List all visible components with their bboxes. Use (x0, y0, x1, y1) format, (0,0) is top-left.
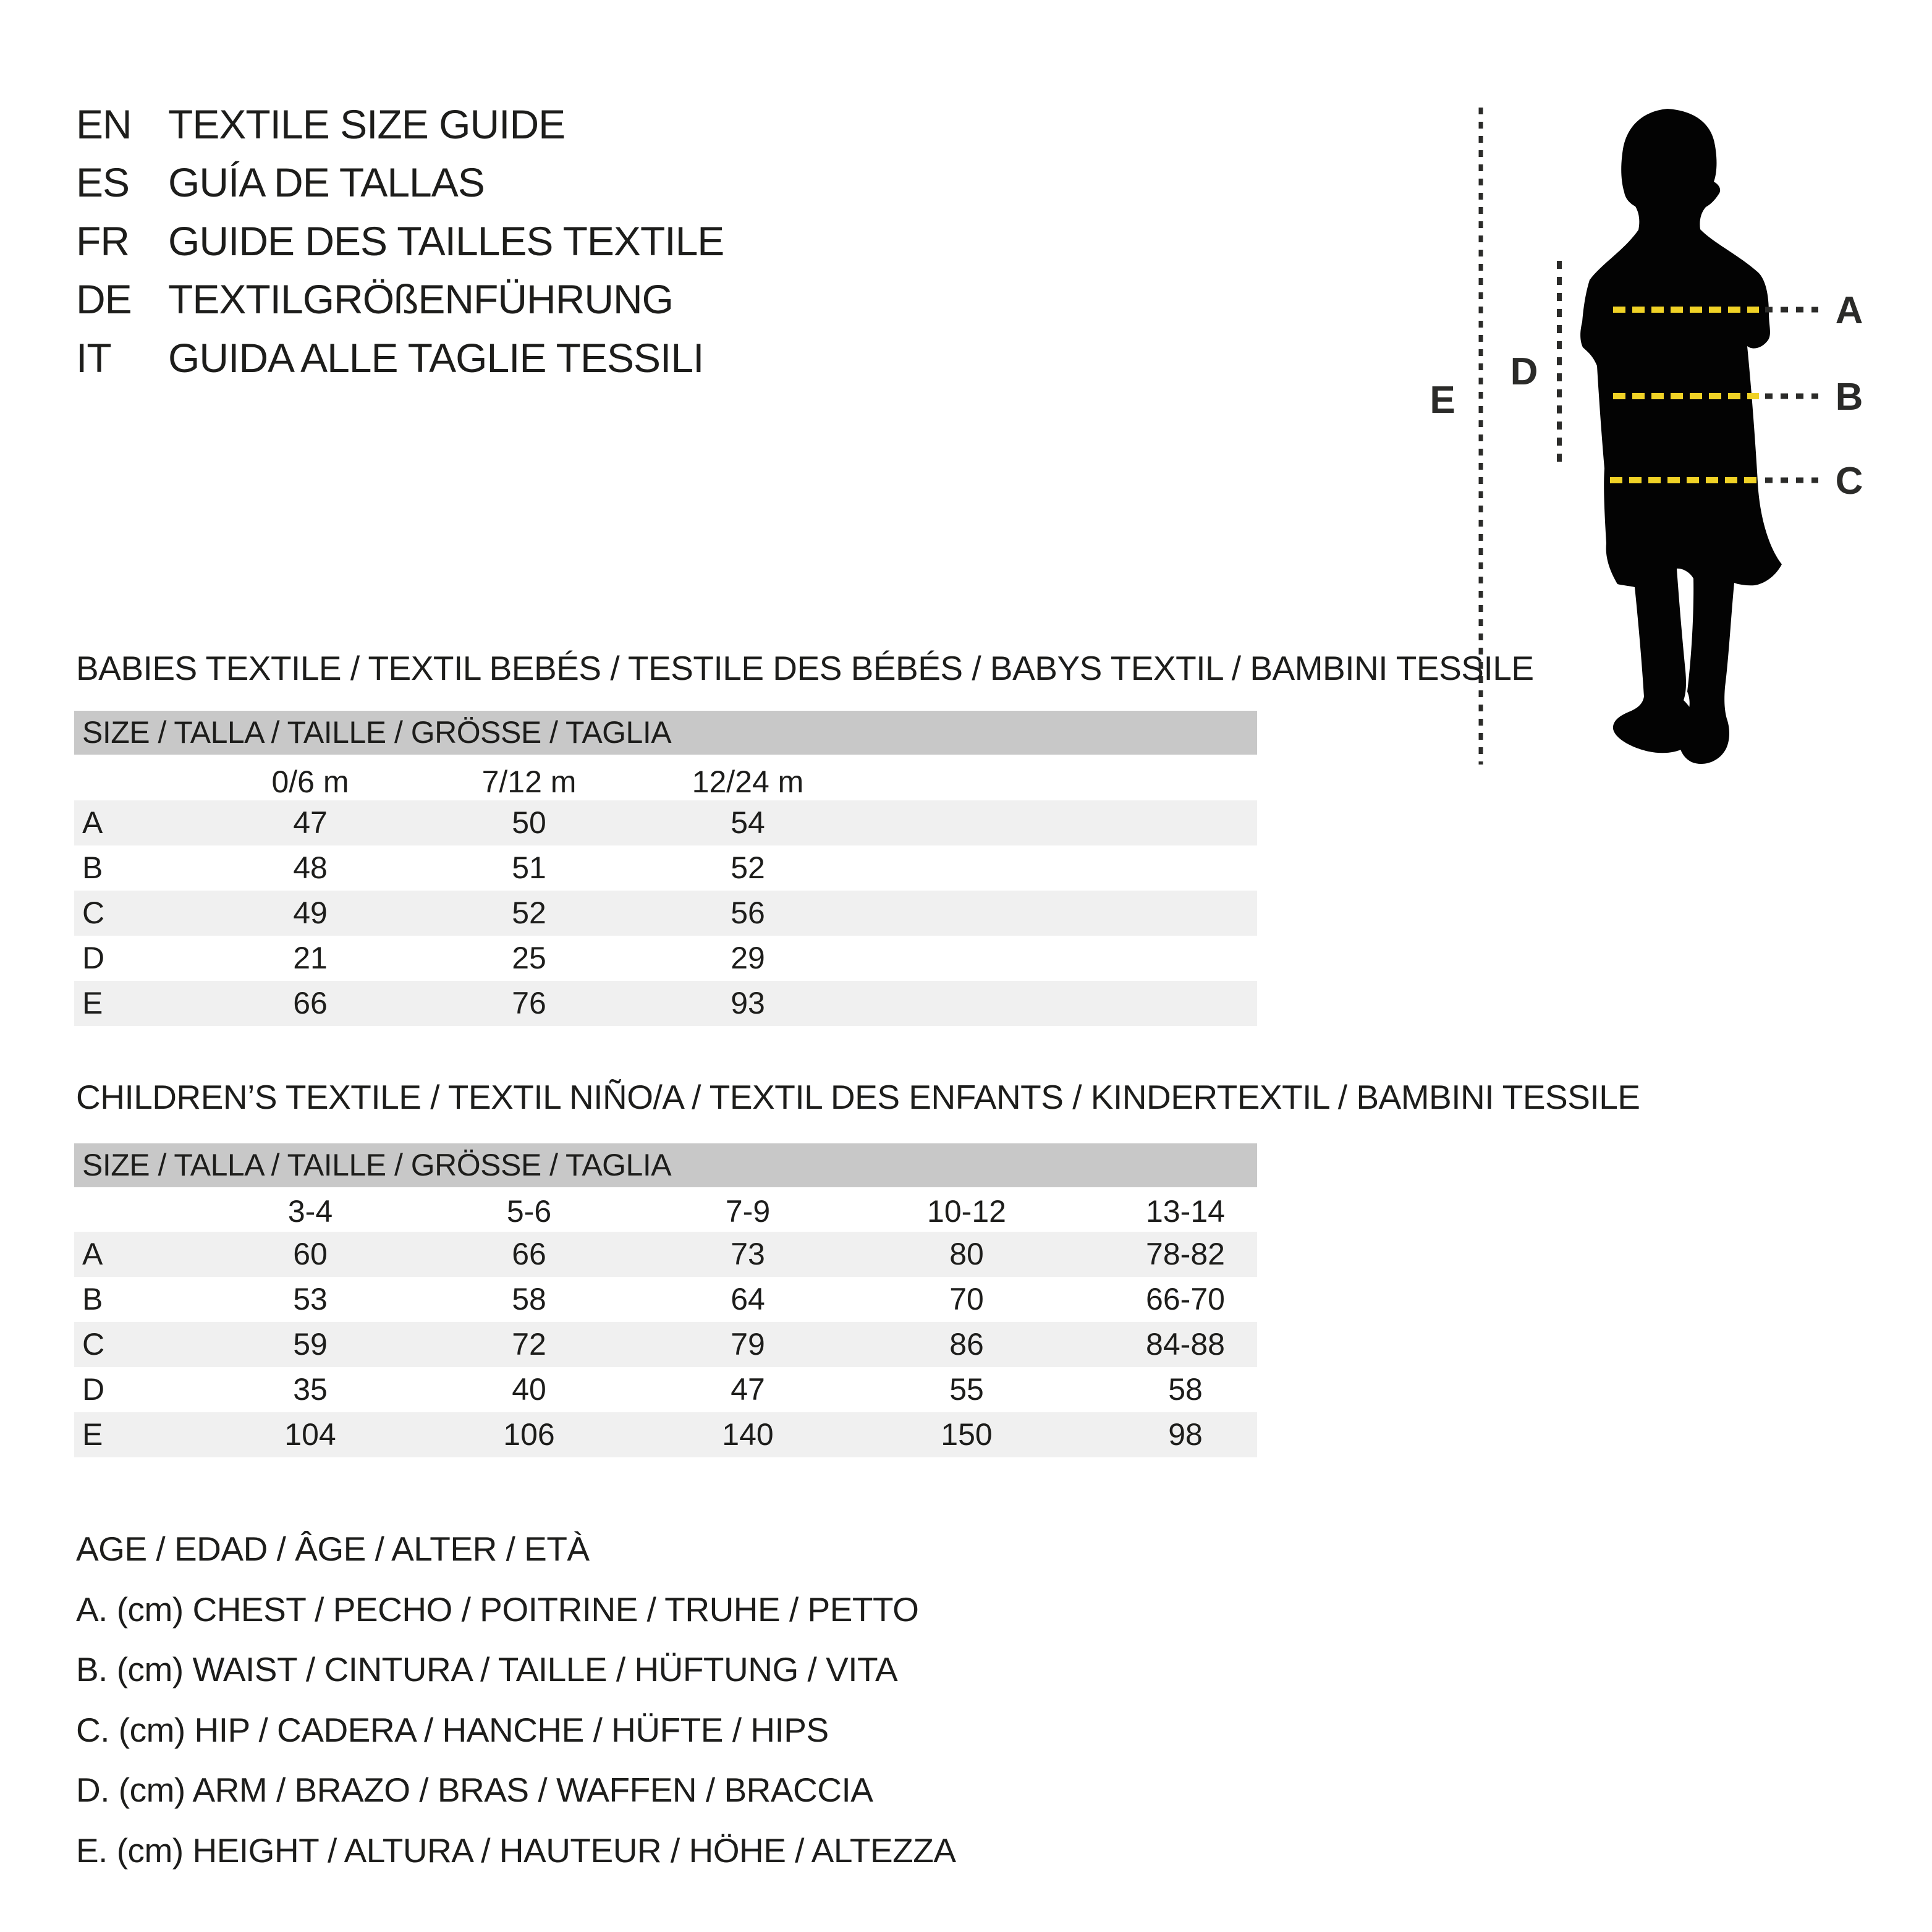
table-cell: 140 (722, 1417, 774, 1452)
table-row (74, 936, 1257, 981)
row-label: A (82, 1237, 103, 1271)
table-row (74, 1412, 1257, 1457)
table-row (74, 1277, 1257, 1322)
table-cell: 54 (731, 805, 765, 840)
table-cell: 93 (731, 986, 765, 1020)
table-cell: 50 (512, 805, 546, 840)
table-cell: 66-70 (1146, 1282, 1225, 1316)
size-header-label: SIZE / TALLA / TAILLE / GRÖSSE / TAGLIA (82, 1148, 672, 1182)
child-silhouette (1580, 109, 1782, 764)
table-cell: 70 (949, 1282, 984, 1316)
babies-column-header-row (74, 760, 1257, 805)
babies-section-title: BABIES TEXTILE / TEXTIL BEBÉS / TESTILE DES BÉBÉS / BABYS TEXTIL / BAMBINI TESSILE (76, 649, 1534, 687)
lang-code: IT (76, 335, 111, 381)
table-cell: 51 (512, 850, 546, 885)
header-line-es (76, 153, 485, 211)
table-cell: 84-88 (1146, 1327, 1225, 1362)
row-label: C (82, 1327, 105, 1362)
table-cell: 76 (512, 986, 546, 1020)
table-cell: 29 (731, 941, 765, 975)
column-header: 12/24 m (692, 765, 804, 799)
table-cell: 55 (949, 1372, 984, 1407)
table-cell: 66 (293, 986, 328, 1020)
table-row (74, 1232, 1257, 1277)
table-row (74, 981, 1257, 1026)
table-cell: 73 (731, 1237, 765, 1271)
column-header: 0/6 m (271, 765, 349, 799)
figure-label-hip: C (1835, 460, 1863, 502)
header-line-it (76, 329, 703, 387)
table-cell: 58 (1168, 1372, 1203, 1407)
table-cell: 150 (941, 1417, 993, 1452)
children-size-header-bar (74, 1143, 1257, 1187)
table-cell: 64 (731, 1282, 765, 1316)
table-cell: 49 (293, 896, 328, 930)
table-cell: 21 (293, 941, 328, 975)
column-header: 10-12 (927, 1194, 1006, 1229)
table-cell: 66 (512, 1237, 546, 1271)
table-cell: 25 (512, 941, 546, 975)
row-label: A (82, 805, 103, 840)
column-header: 7/12 m (481, 765, 577, 799)
size-header-label: SIZE / TALLA / TAILLE / GRÖSSE / TAGLIA (82, 715, 672, 750)
table-cell: 78-82 (1146, 1237, 1225, 1271)
table-cell: 106 (503, 1417, 555, 1452)
measurement-diagram (1421, 93, 1932, 803)
column-header: 13-14 (1146, 1194, 1225, 1229)
table-cell: 47 (293, 805, 328, 840)
table-cell: 48 (293, 850, 328, 885)
row-label: E (82, 1417, 103, 1452)
row-label: E (82, 986, 103, 1020)
table-cell: 98 (1168, 1417, 1203, 1452)
figure-label-waist: B (1835, 376, 1863, 418)
legend-line-age: AGE / EDAD / ÂGE / ALTER / ETÀ (76, 1530, 590, 1568)
header-line-de (76, 270, 673, 328)
table-cell: 52 (731, 850, 765, 885)
table-cell: 60 (293, 1237, 328, 1271)
table-row (74, 800, 1257, 845)
table-cell: 52 (512, 896, 546, 930)
table-cell: 80 (949, 1237, 984, 1271)
row-label: C (82, 896, 105, 930)
table-cell: 58 (512, 1282, 546, 1316)
header-title: GUIDE DES TAILLES TEXTILE (168, 218, 724, 264)
table-row (74, 891, 1257, 936)
table-row (74, 1367, 1257, 1412)
row-label: B (82, 850, 103, 885)
table-cell: 104 (284, 1417, 336, 1452)
table-cell: 35 (293, 1372, 328, 1407)
legend-line-chest: A. (cm) CHEST / PECHO / POITRINE / TRUHE / PETTO (76, 1590, 919, 1629)
legend-line-arm: D. (cm) ARM / BRAZO / BRAS / WAFFEN / BRACCIA (76, 1771, 873, 1809)
row-label: D (82, 941, 105, 975)
table-cell: 86 (949, 1327, 984, 1362)
table-cell: 53 (293, 1282, 328, 1316)
lang-code: FR (76, 218, 129, 264)
column-header: 3-4 (287, 1194, 333, 1229)
header-title: TEXTILE SIZE GUIDE (168, 101, 566, 147)
table-row (74, 845, 1257, 891)
header-title: TEXTILGRÖßENFÜHRUNG (168, 276, 674, 322)
header-title: GUÍA DE TALLAS (168, 159, 485, 205)
column-header: 5-6 (506, 1194, 552, 1229)
legend-line-hip: C. (cm) HIP / CADERA / HANCHE / HÜFTE / HIPS (76, 1711, 829, 1749)
figure-label-arm: D (1510, 350, 1538, 393)
legend-line-waist: B. (cm) WAIST / CINTURA / TAILLE / HÜFTUNG / VITA (76, 1650, 898, 1688)
children-table (74, 1143, 1257, 1457)
children-section-title: CHILDREN’S TEXTILE / TEXTIL NIÑO/A / TEXTIL DES ENFANTS / KINDERTEXTIL / BAMBINI TESSILE (76, 1078, 1640, 1116)
lang-code: EN (76, 101, 132, 147)
table-cell: 47 (731, 1372, 765, 1407)
table-cell: 40 (512, 1372, 546, 1407)
children-column-header-row (74, 1189, 1257, 1234)
table-cell: 79 (731, 1327, 765, 1362)
header-line-fr (76, 212, 724, 270)
table-cell: 56 (731, 896, 765, 930)
table-cell: 72 (512, 1327, 546, 1362)
header-line-en (76, 95, 565, 153)
babies-table (74, 711, 1257, 1027)
lang-code: ES (76, 159, 130, 205)
row-label: D (82, 1372, 105, 1407)
table-row (74, 1322, 1257, 1367)
lang-code: DE (76, 276, 132, 322)
babies-size-header-bar (74, 711, 1257, 755)
row-label: B (82, 1282, 103, 1316)
legend-line-height: E. (cm) HEIGHT / ALTURA / HAUTEUR / HÖHE / ALTEZZA (76, 1831, 956, 1870)
column-header: 7-9 (725, 1194, 771, 1229)
figure-label-chest: A (1835, 289, 1863, 332)
table-cell: 59 (293, 1327, 328, 1362)
figure-label-height: E (1430, 379, 1455, 422)
header-title: GUIDA ALLE TAGLIE TESSILI (168, 335, 704, 381)
